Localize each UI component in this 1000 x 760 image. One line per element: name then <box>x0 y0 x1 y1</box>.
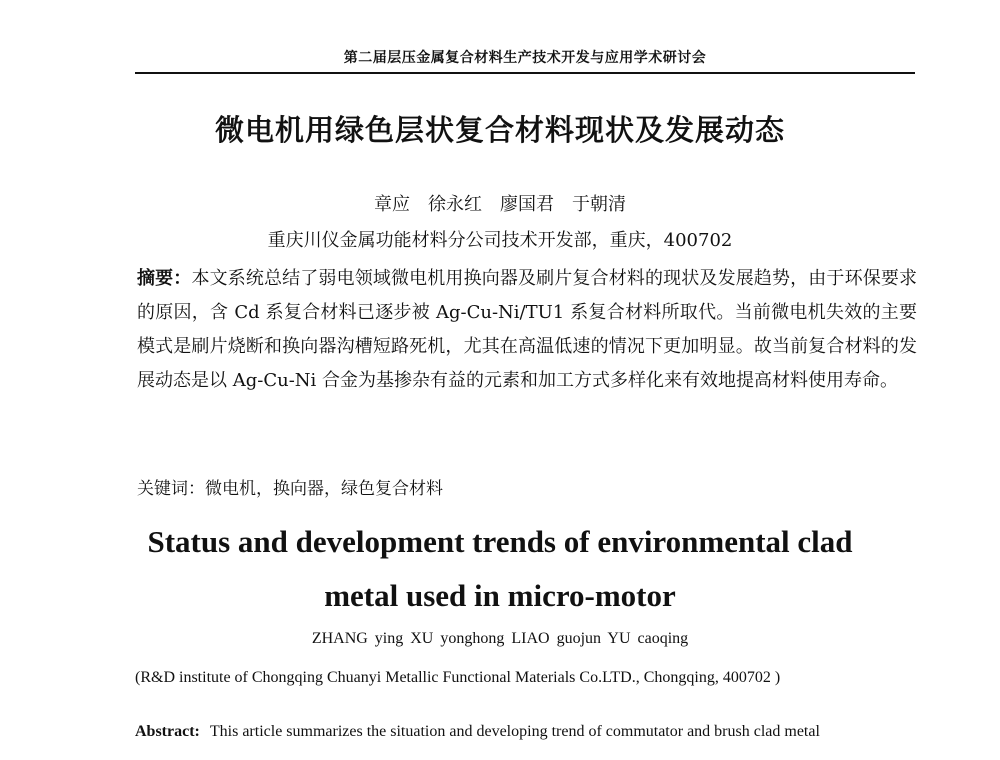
keywords-cn: 关键词：微电机，换向器，绿色复合材料 <box>137 479 443 499</box>
running-header: 第二届层压金属复合材料生产技术开发与应用学术研讨会 <box>343 50 707 66</box>
authors-cn: 章应 徐永红 廖国君 于朝清 <box>374 194 626 215</box>
paper-title-en-line1: Status and development trends of environmental clad <box>147 524 853 559</box>
abstract-cn-text: 本文系统总结了弱电领域微电机用换向器及刷片复合材料的现状及发展趋势，由于环保要求的原因，含 Cd 系复合材料已逐步被 Ag-Cu-Ni/TU1 系复合材料所取代。当前微电机失效的主要模式是刷片烧断和换向器沟槽短路死机，尤其在高温低速的情况下更加明显。故当前复合材料的发展动态是以 Ag-Cu-Ni 合金为基掺杂有益的元素和加工方式多样化来有效地提高材料使用寿命。 <box>137 268 918 391</box>
authors-en: ZHANG ying XU yonghong LIAO guojun YU caoqing <box>311 630 689 647</box>
affiliation-cn: 重庆川仪金属功能材料分公司技术开发部，重庆，400702 <box>267 230 733 251</box>
abstract-en-text: This article summarizes the situation and developing trend of commutator and brush clad metal <box>209 723 820 740</box>
abstract-en <box>135 708 925 756</box>
header-rule <box>135 72 915 74</box>
abstract-cn-label: 摘要： <box>137 268 192 289</box>
affiliation-en: (R&D institute of Chongqing Chuanyi Metallic Functional Materials Co.LTD., Chongqing, 400702 ) <box>135 669 781 686</box>
abstract-en-label: Abstract: <box>135 723 200 740</box>
paper-title-en-line2: metal used in micro-motor <box>324 578 676 613</box>
paper-title-cn: 微电机用绿色层状复合材料现状及发展动态 <box>214 113 785 147</box>
abstract-cn <box>137 262 917 398</box>
paper-title-en <box>0 515 1000 623</box>
